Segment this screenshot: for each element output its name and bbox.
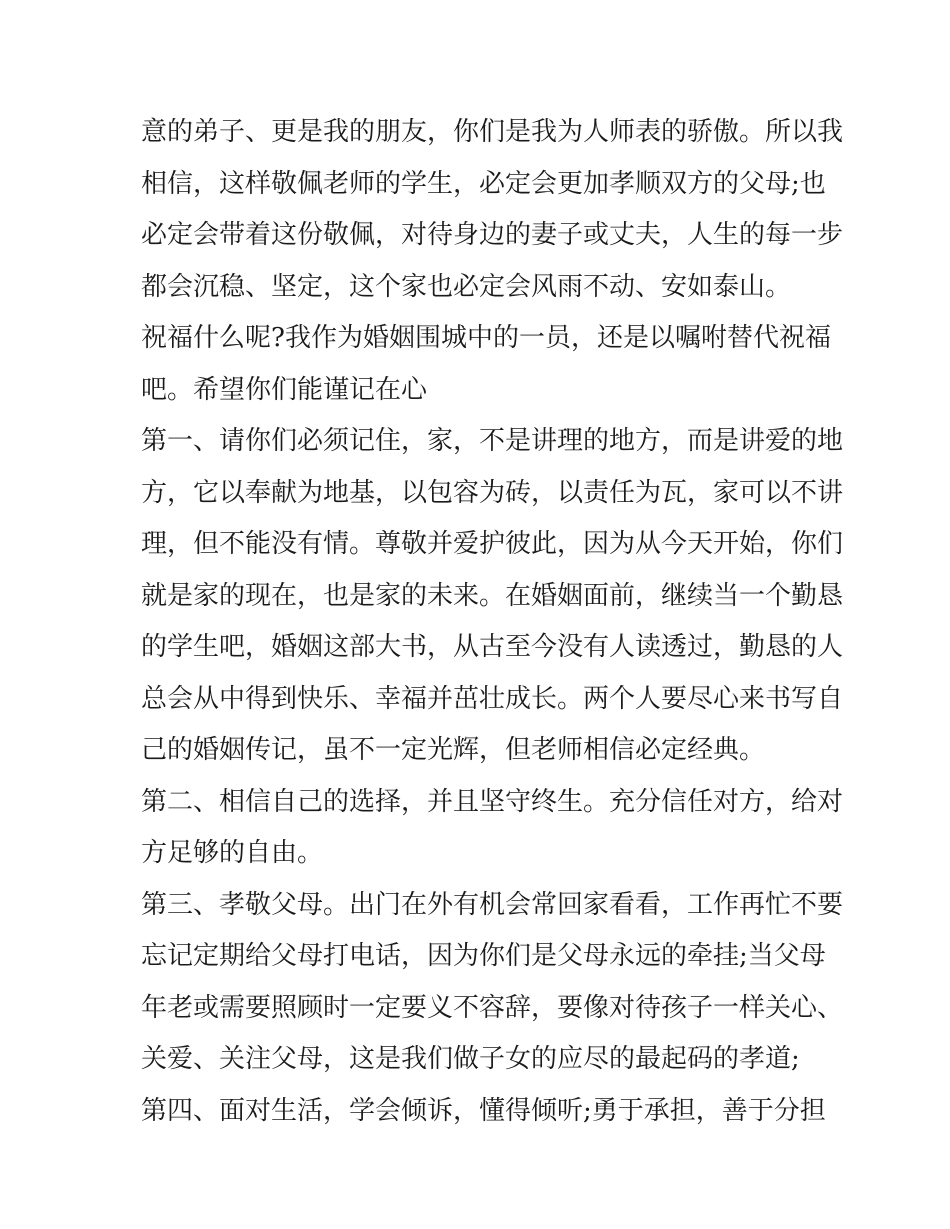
text-line: 关爱、关注父母，这是我们做子女的应尽的最起码的孝道; <box>141 1044 800 1074</box>
text-line: 年老或需要照顾时一定要义不容辞，要像对待孩子一样关心、 <box>141 992 844 1023</box>
text-line: 吧。希望你们能谨记在心 <box>141 374 428 405</box>
text-line: 祝福什么呢?我作为婚姻围城中的一员，还是以嘱咐替代祝福 <box>141 323 831 353</box>
text-line: 忘记定期给父母打电话，因为你们是父母永远的牵挂;当父母 <box>141 941 826 971</box>
text-line: 就是家的现在，也是家的未来。在婚姻面前，继续当一个勤恳 <box>141 580 844 611</box>
text-line: 总会从中得到快乐、幸福并茁壮成长。两个人要尽心来书写自 <box>141 683 844 714</box>
text-line: 第一、请你们必须记住，家，不是讲理的地方，而是讲爱的地 <box>141 426 844 456</box>
body-text <box>141 107 844 1137</box>
text-line: 必定会带着这份敬佩，对待身边的妻子或丈夫，人生的每一步 <box>141 220 844 250</box>
text-line: 都会沉稳、坚定，这个家也必定会风雨不动、安如泰山。 <box>141 271 792 302</box>
text-line: 意的弟子、更是我的朋友，你们是我为人师表的骄傲。所以我 <box>141 117 844 147</box>
text-line: 方足够的自由。 <box>141 838 324 868</box>
text-line: 理，但不能没有情。尊敬并爱护彼此，因为从今天开始，你们 <box>141 529 844 559</box>
text-line: 己的婚姻传记，虽不一定光辉，但老师相信必定经典。 <box>141 735 766 765</box>
text-line: 第四、面对生活，学会倾诉，懂得倾听;勇于承担，善于分担 <box>141 1095 826 1126</box>
text-line: 的学生吧，婚姻这部大书，从古至今没有人读透过，勤恳的人 <box>141 632 844 662</box>
text-line: 相信，这样敬佩老师的学生，必定会更加孝顺双方的父母;也 <box>141 168 826 199</box>
text-line: 第二、相信自己的选择，并且坚守终生。充分信任对方，给对 <box>141 786 844 817</box>
text-line: 第三、孝敬父母。出门在外有机会常回家看看，工作再忙不要 <box>141 889 844 920</box>
text-line: 方，它以奉献为地基，以包容为砖，以责任为瓦，家可以不讲 <box>141 477 844 508</box>
